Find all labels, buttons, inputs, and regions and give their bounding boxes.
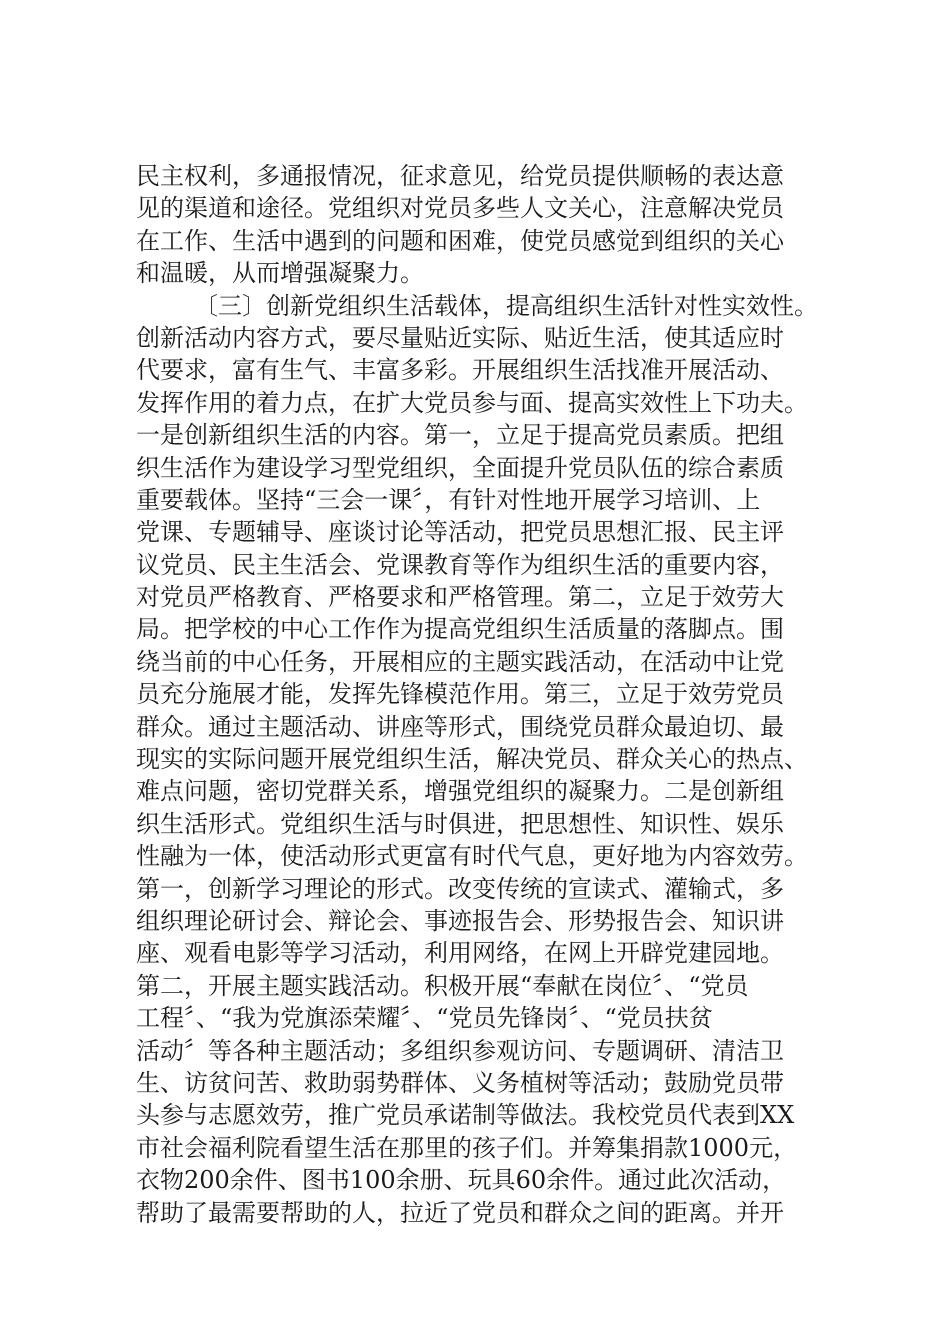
text-line: 市社会福利院看望生活在那里的孩子们。并筹集捐款1000元，: [136, 1133, 798, 1162]
text-line: 见的渠道和途径。党组织对党员多些人文关心，注意解决党员: [136, 194, 784, 223]
text-line: 工程〞、“我为党旗添荣耀〞、“党员先锋岗〞、“党员扶贫: [136, 1004, 713, 1033]
text-line: 第一，创新学习理论的形式。改变传统的宣读式、灌输式，多: [136, 874, 784, 903]
text-line: 第二，开展主题实践活动。积极开展“奉献在岗位〞、“党员: [136, 971, 749, 1000]
body-text: [136, 160, 836, 1229]
text-line: 议党员、民主生活会、党课教育等作为组织生活的重要内容，: [136, 550, 784, 579]
text-line: 一是创新组织生活的内容。第一，立足于提高党员素质。把组: [136, 421, 784, 450]
text-line: 民主权利，多通报情况，征求意见，给党员提供顺畅的表达意: [136, 162, 784, 190]
text-line: 帮助了最需要帮助的人，拉近了党员和群众之间的距离。并开: [136, 1198, 784, 1227]
text-line: 绕当前的中心任务，开展相应的主题实践活动，在活动中让党: [136, 647, 784, 676]
text-line: 活动〞等各种主题活动；多组织参观访问、专题调研、清洁卫: [136, 1036, 784, 1065]
text-line: 组织理论研讨会、辩论会、事迹报告会、形势报告会、知识讲: [136, 906, 784, 935]
text-line: 重要载体。坚持“三会一课〞，有针对性地开展学习培训、上: [136, 485, 761, 514]
text-line: 在工作、生活中遇到的问题和困难，使党员感觉到组织的关心: [136, 226, 784, 255]
text-line: 发挥作用的着力点，在扩大党员参与面、提高实效性上下功夫。: [136, 388, 808, 417]
text-line: 现实的实际问题开展党组织生活，解决党员、群众关心的热点、: [136, 745, 808, 774]
text-line: 对党员严格教育、严格要求和严格管理。第二，立足于效劳大: [136, 583, 784, 612]
text-line: 织生活作为建设学习型党组织，全面提升党员队伍的综合素质: [136, 453, 784, 482]
text-line: 生、访贫问苦、救助弱势群体、义务植树等活动；鼓励党员带: [136, 1068, 784, 1097]
text-line: 局。把学校的中心工作作为提高党组织生活质量的落脚点。围: [136, 615, 784, 644]
text-line: 难点问题，密切党群关系，增强党组织的凝聚力。二是创新组: [136, 777, 784, 806]
text-line: 衣物200余件、图书100余册、玩具60余件。通过此次活动，: [136, 1166, 787, 1195]
text-line: 头参与志愿效劳，推广党员承诺制等做法。我校党员代表到XX: [136, 1101, 795, 1130]
text-line: 座、观看电影等学习活动，利用网络，在网上开辟党建园地。: [136, 939, 784, 968]
text-line: 代要求，富有生气、丰富多彩。开展组织生活找准开展活动、: [136, 356, 784, 385]
section-heading-line: 〔三〕创新党组织生活载体，提高组织生活针对性实效性。: [194, 291, 818, 320]
text-line: 员充分施展才能，发挥先锋模范作用。第三，立足于效劳党员: [136, 680, 784, 709]
text-line: 创新活动内容方式，要尽量贴近实际、贴近生活，使其适应时: [136, 323, 784, 352]
text-line: 群众。通过主题活动、讲座等形式，围绕党员群众最迫切、最: [136, 712, 784, 741]
text-line: 和温暖，从而增强凝聚力。: [136, 259, 424, 288]
text-line: 织生活形式。党组织生活与时俱进，把思想性、知识性、娱乐: [136, 809, 784, 838]
text-line: 党课、专题辅导、座谈讨论等活动，把党员思想汇报、民主评: [136, 518, 784, 547]
text-line: 性融为一体，使活动形式更富有时代气息，更好地为内容效劳。: [136, 842, 808, 871]
